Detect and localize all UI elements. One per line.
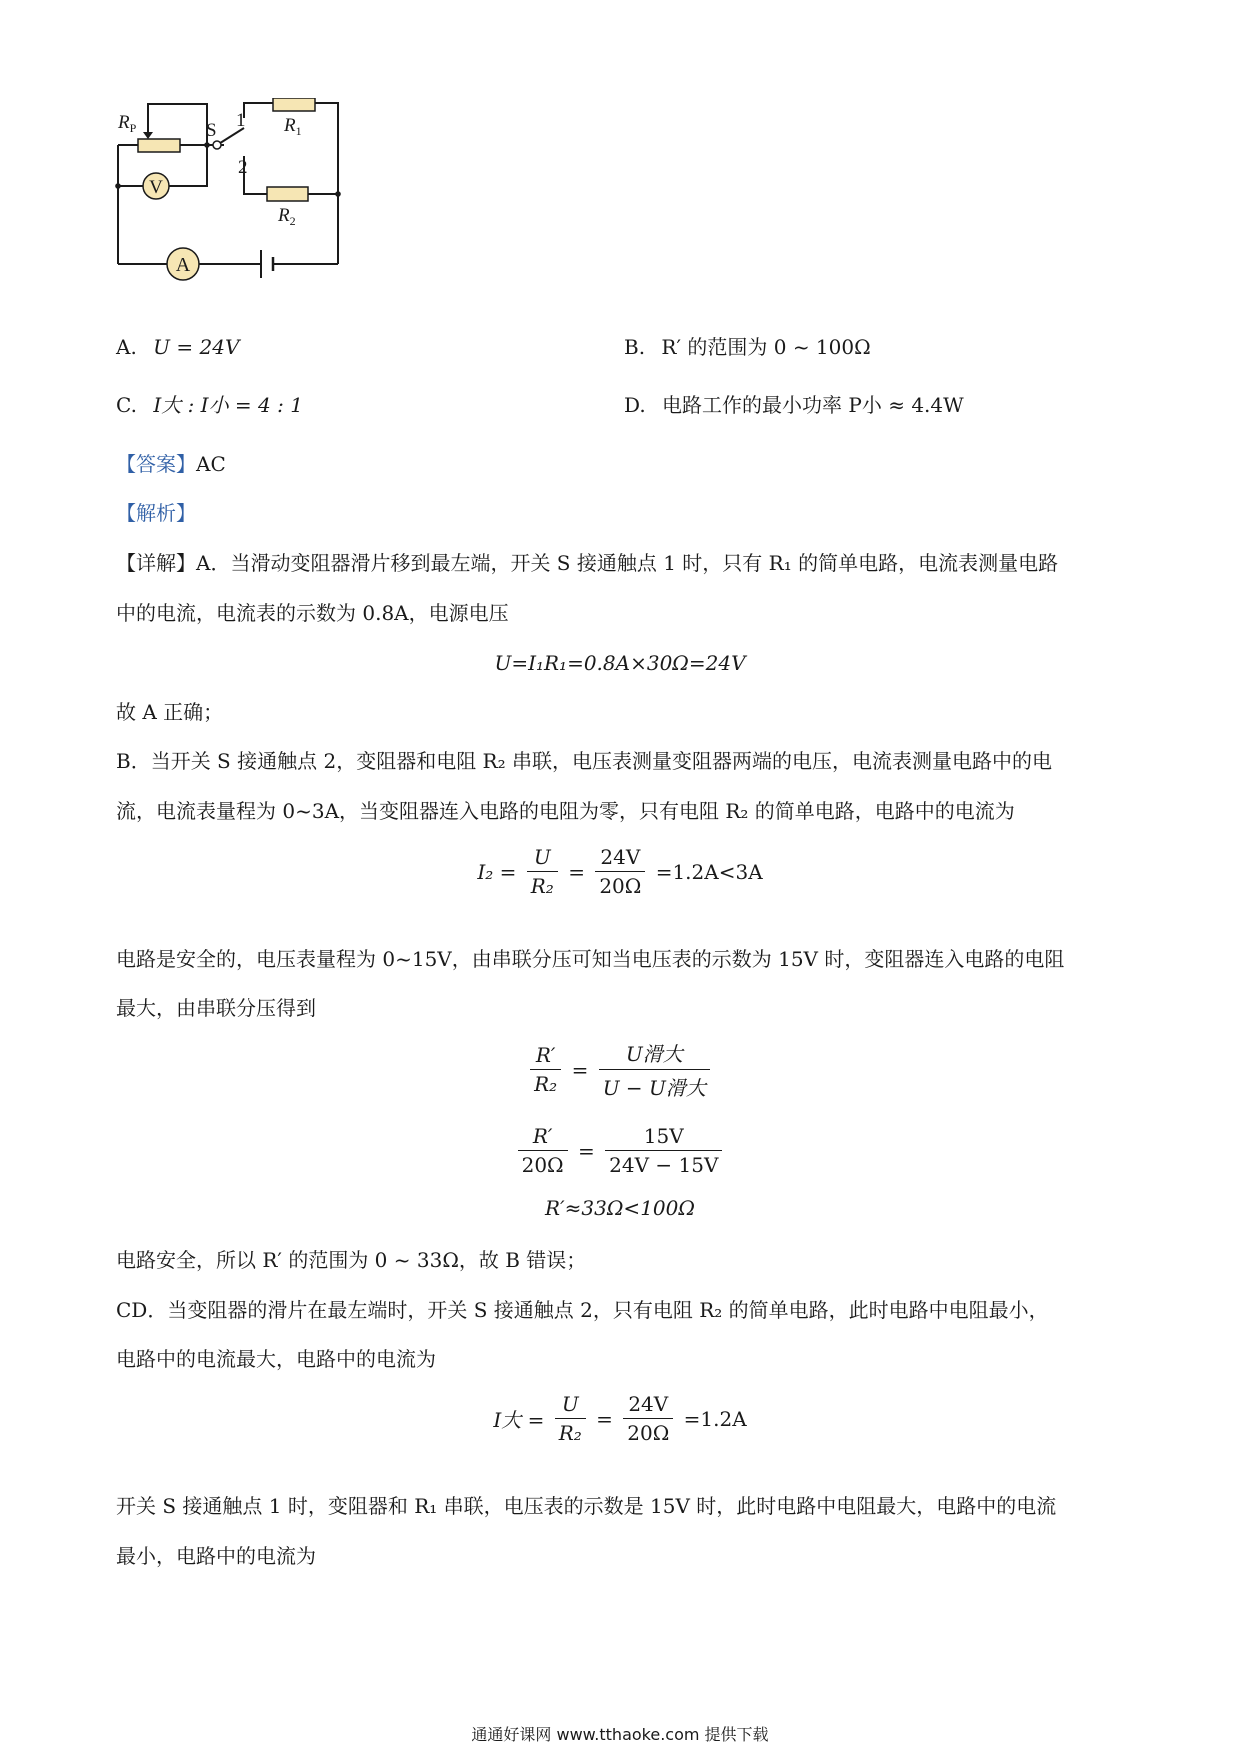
detail-line-4: B．当开关 S 接通触点 2，变阻器和电阻 R₂ 串联，电压表测量变阻器两端的电压，电流表测量电路中的电 — [116, 749, 1052, 773]
option-c-prefix: C. — [116, 393, 137, 417]
option-b-prefix: B. — [624, 335, 646, 359]
equation-6-lhs: I大 = — [493, 1408, 545, 1432]
option-a-prefix: A. — [116, 335, 137, 359]
fraction-numerator: 24V — [595, 845, 645, 872]
equation-5 — [0, 1193, 1240, 1223]
detail-line-11: 开关 S 接通触点 1 时，变阻器和 R₁ 串联，电压表的示数是 15V 时，此时电路中电阻最大，电路中的电流 — [116, 1494, 1057, 1518]
rheostat-wiper-arrow — [143, 132, 153, 139]
equals-sign: = — [578, 1138, 595, 1163]
fraction-numerator: R′ — [530, 1043, 561, 1070]
option-b-text: R′ 的范围为 0 ~ 100Ω — [661, 335, 871, 359]
fraction-denominator: R₂ — [530, 874, 554, 898]
equals-sign: = — [571, 1057, 589, 1082]
option-a-text: U = 24V — [153, 335, 240, 359]
resistor-r1 — [273, 98, 315, 111]
equals-sign: = — [568, 859, 585, 884]
analysis-tag: 【解析】 — [116, 501, 196, 525]
equation-4 — [0, 1124, 1240, 1177]
fraction-denominator: 24V − 15V — [609, 1153, 719, 1177]
equation-2-rhs: =1.2A<3A — [655, 859, 763, 884]
option-d-text: 电路工作的最小功率 P小 ≈ 4.4W — [662, 393, 964, 417]
switch-pivot — [213, 141, 221, 149]
equation-2-fraction-1 — [527, 845, 558, 898]
label-rp: $R_P$ — [118, 112, 137, 135]
option-d — [624, 390, 964, 420]
footer-credit: 通通好课网 www.tthaoke.com 提供下载 — [471, 1725, 769, 1744]
equals-sign: = — [596, 1406, 613, 1431]
fraction-numerator: U — [527, 845, 558, 872]
detail-line-1 — [116, 548, 1058, 578]
detail-line-7: 最大，由串联分压得到 — [116, 996, 316, 1020]
fraction-denominator: 20Ω — [521, 1153, 564, 1177]
fraction-numerator: U滑大 — [599, 1038, 710, 1070]
label-contact-2: 2 — [238, 157, 248, 178]
equation-3-fraction-1 — [530, 1043, 561, 1096]
equation-6-fraction-2 — [623, 1392, 673, 1445]
equation-6-fraction-1 — [555, 1392, 586, 1445]
analysis-line — [116, 498, 196, 528]
detail-line-2: 中的电流，电流表的示数为 0.8A，电源电压 — [116, 601, 509, 625]
option-b — [624, 332, 871, 362]
equation-6 — [0, 1392, 1240, 1445]
detail-line-6: 电路是安全的，电压表量程为 0~15V，由串联分压可知当电压表的示数为 15V 时，变阻器连入电路的电阻 — [116, 947, 1065, 971]
voltmeter-label: V — [149, 177, 163, 198]
label-r1: $R_1$ — [284, 115, 302, 138]
equation-2-fraction-2 — [595, 845, 645, 898]
answer-value: AC — [196, 452, 226, 476]
detail-line-3: 故 A 正确； — [116, 700, 224, 724]
fraction-denominator: 20Ω — [627, 1421, 670, 1445]
equation-5-text: R′≈33Ω<100Ω — [545, 1196, 695, 1220]
fraction-denominator: R₂ — [534, 1072, 558, 1096]
equation-4-fraction-1 — [518, 1124, 568, 1177]
detail-line-9: CD．当变阻器的滑片在最左端时，开关 S 接通触点 2，只有电阻 R₂ 的简单电路，此时电路中电阻最小， — [116, 1298, 1049, 1322]
detail-line-8: 电路安全，所以 R′ 的范围为 0 ~ 33Ω，故 B 错误； — [116, 1248, 587, 1272]
detail-text: A．当滑动变阻器滑片移到最左端，开关 S 接通触点 1 时，只有 R₁ 的简单电路，电流表测量电路 — [196, 551, 1059, 575]
detail-tag: 【详解】 — [116, 551, 196, 575]
label-contact-1: 1 — [236, 110, 246, 131]
option-a — [116, 332, 239, 362]
circuit-diagram — [110, 98, 390, 298]
answer-line — [116, 449, 226, 479]
detail-line-5: 流，电流表量程为 0~3A，当变阻器连入电路的电阻为零，只有电阻 R₂ 的简单电路，电路中的电流为 — [116, 799, 1015, 823]
label-switch: S — [206, 120, 217, 141]
answer-tag: 【答案】 — [116, 452, 196, 476]
option-c-text: I大 : I小 = 4 : 1 — [153, 393, 303, 417]
fraction-numerator: U — [555, 1392, 586, 1419]
fraction-denominator: 20Ω — [599, 874, 642, 898]
fraction-numerator: 15V — [605, 1124, 722, 1151]
equation-1-text: U=I₁R₁=0.8A×30Ω=24V — [494, 651, 746, 675]
option-d-prefix: D. — [624, 393, 646, 417]
fraction-denominator: R₂ — [558, 1421, 582, 1445]
equation-1 — [0, 648, 1240, 678]
equation-4-fraction-2 — [605, 1124, 722, 1177]
ammeter-label: A — [175, 254, 191, 276]
equation-6-rhs: =1.2A — [683, 1406, 747, 1431]
fraction-numerator: 24V — [623, 1392, 673, 1419]
rheostat-rp — [138, 139, 180, 152]
equation-2-lhs: I₂ = — [477, 859, 517, 884]
option-c — [116, 390, 303, 420]
fraction-denominator: U − U滑大 — [602, 1076, 706, 1100]
detail-line-10: 电路中的电流最大，电路中的电流为 — [116, 1347, 436, 1371]
label-r2: $R_2$ — [278, 205, 296, 228]
detail-line-12: 最小，电路中的电流为 — [116, 1544, 316, 1568]
equation-3 — [0, 1038, 1240, 1101]
resistor-r2 — [267, 187, 308, 201]
equation-3-fraction-2 — [599, 1038, 710, 1101]
fraction-numerator: R′ — [518, 1124, 568, 1151]
equation-2 — [0, 845, 1240, 898]
